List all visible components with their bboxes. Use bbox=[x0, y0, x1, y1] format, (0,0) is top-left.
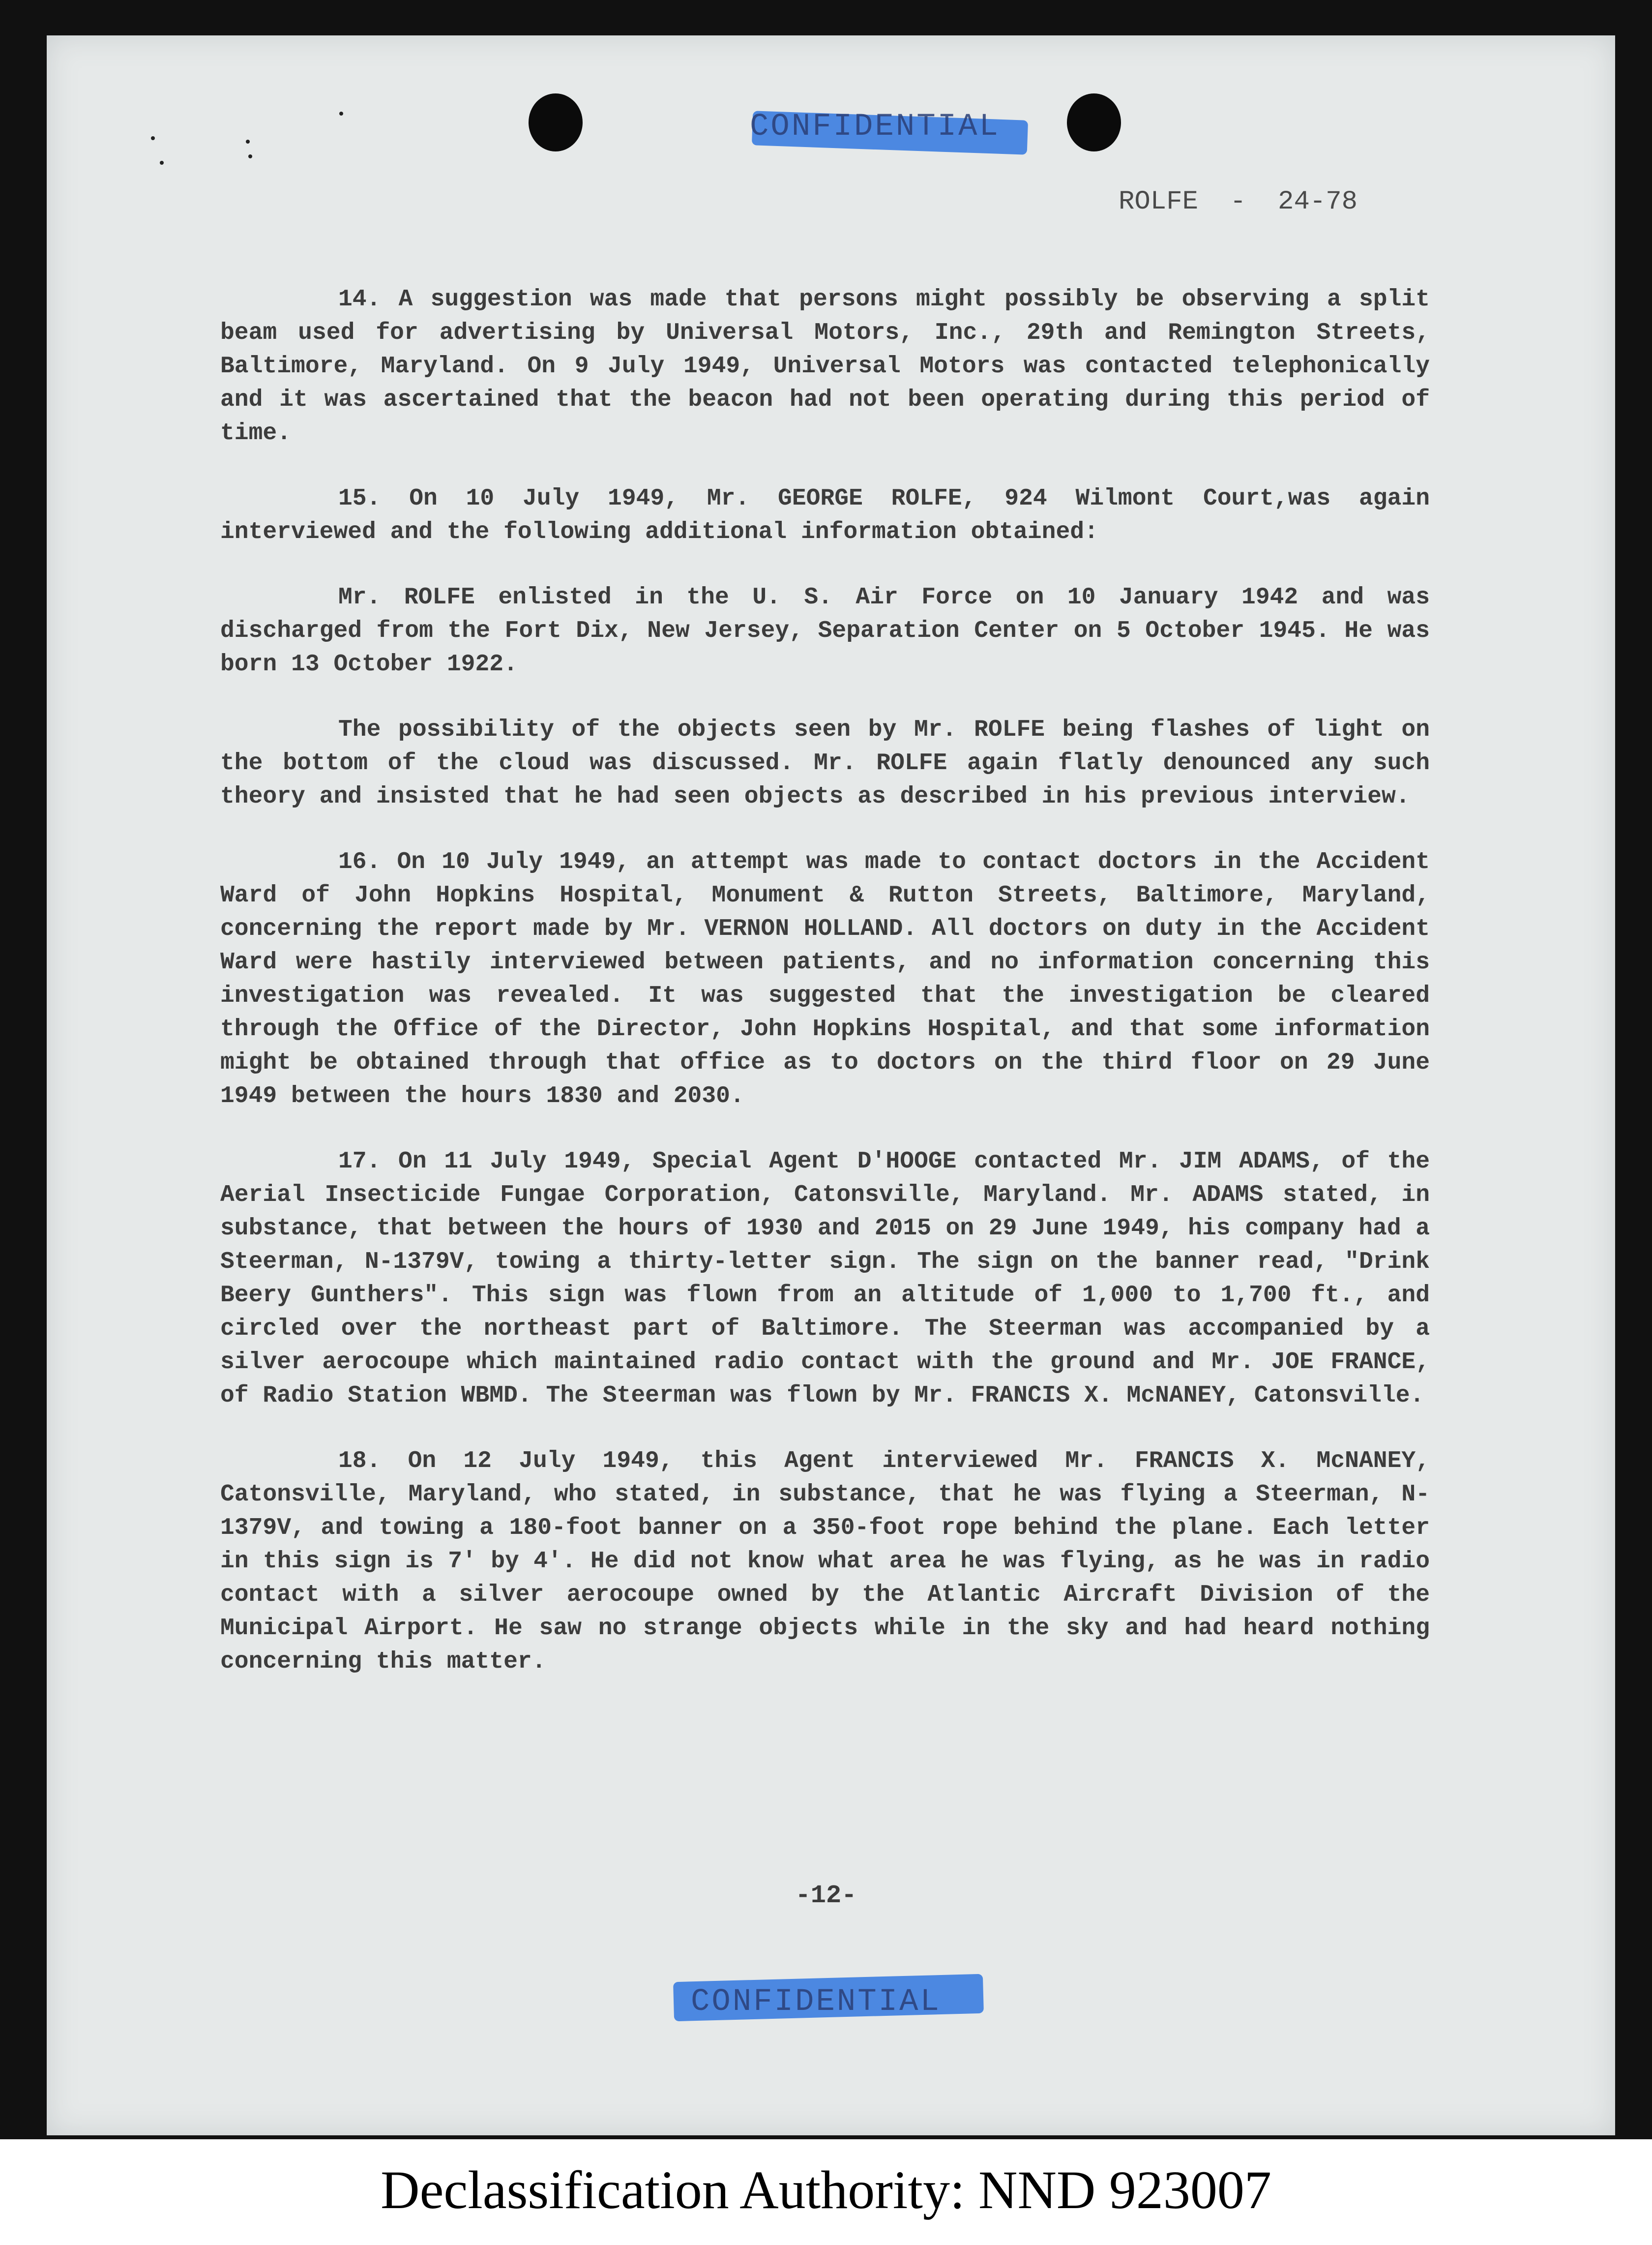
footer-bar bbox=[0, 2139, 1652, 2245]
confidential-stamp-top: CONFIDENTIAL bbox=[750, 109, 1000, 145]
paragraph-17: 17. On 11 July 1949, Special Agent D'HOOGE contacted Mr. JIM ADAMS, of the Aerial Insecticide Fungae Corporation, Catonsville, Maryland. Mr. ADAMS stated, in substance, that between the hours of 1930 and 2015 on 29 June 1949, his company had a Steerman, N-1379V, towing a thirty-letter sign. The sign on the banner read, "Drink Beery Gunthers". This sign was flown from an altitude of 1,000 to 1,700 ft., and circled over the northeast part of Baltimore. The Steerman was accompanied by a silver aerocoupe which maintained radio contact with the ground and Mr. JOE FRANCE, of Radio Station WBMD. The Steerman was flown by Mr. FRANCIS X. McNANEY, Catonsville. bbox=[220, 1148, 1430, 1409]
document-body bbox=[220, 283, 1430, 1710]
speck bbox=[339, 112, 343, 116]
paragraph-15-enlistment: Mr. ROLFE enlisted in the U. S. Air Force on 10 January 1942 and was discharged from the Fort Dix, New Jersey, Separation Center on 5 October 1945. He was born 13 October 1922. bbox=[220, 584, 1430, 678]
speck bbox=[248, 154, 252, 158]
confidential-stamp-bottom: CONFIDENTIAL bbox=[691, 1984, 941, 2020]
declassification-authority: Declassification Authority: NND 923007 bbox=[381, 2160, 1271, 2220]
paragraph-16: 16. On 10 July 1949, an attempt was made to contact doctors in the Accident Ward of John Hopkins Hospital, Monument & Rutton Streets, Baltimore, Maryland, concerning the report made by Mr. VERNON HOLLAND. All doctors on duty in the Accident Ward were hastily interviewed between patients, and no information concerning this investigation was revealed. It was suggested that the investigation be cleared through the Office of the Director, John Hopkins Hospital, and that some information might be obtained through that office as to doctors on the third floor on 29 June 1949 between the hours 1830 and 2030. bbox=[220, 849, 1430, 1109]
paragraph-18: 18. On 12 July 1949, this Agent interviewed Mr. FRANCIS X. McNANEY, Catonsville, Maryland, who stated, in substance, that he was flying a Steerman, N-1379V, and towing a 180-foot banner on a 350-foot rope behind the plane. Each letter in this sign is 7' by 4'. He did not know what area he was flying, as he was in radio contact with a silver aerocoupe owned by the Atlantic Aircraft Division of the Municipal Airport. He saw no strange objects while in the sky and had heard nothing concerning this matter. bbox=[220, 1448, 1430, 1675]
paragraph-15: 15. On 10 July 1949, Mr. GEORGE ROLFE, 924 Wilmont Court,was again interviewed and the following additional information obtained: bbox=[220, 485, 1430, 545]
speck bbox=[246, 140, 250, 144]
page-number: -12- bbox=[795, 1881, 857, 1910]
paragraph-14: 14. A suggestion was made that persons might possibly be observing a split beam used for advertising by Universal Motors, Inc., 29th and Remington Streets, Baltimore, Maryland. On 9 July 1949, Universal Motors was contacted telephonically and it was ascertained that the beacon had not been operating during this period of time. bbox=[220, 286, 1430, 447]
document-reference: ROLFE - 24-78 bbox=[1119, 187, 1358, 217]
punch-hole-right bbox=[1067, 93, 1121, 151]
speck bbox=[160, 161, 164, 165]
punch-hole-left bbox=[529, 93, 583, 151]
paragraph-15-possibility: The possibility of the objects seen by Mr. ROLFE being flashes of light on the bottom of the cloud was discussed. Mr. ROLFE again flatly denounced any such theory and insisted that he had seen objects as described in his previous interview. bbox=[220, 717, 1430, 810]
speck bbox=[151, 136, 155, 140]
